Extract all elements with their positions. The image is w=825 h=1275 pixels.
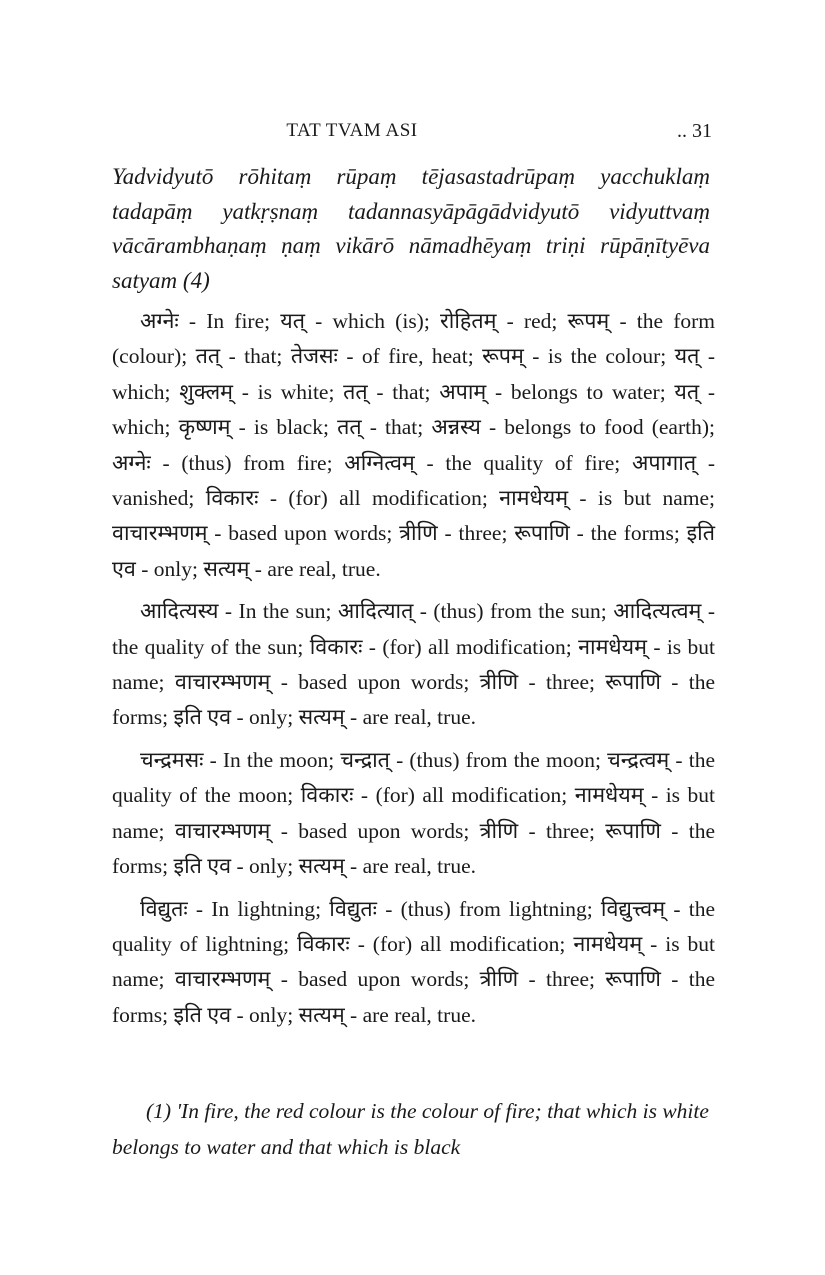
translation-note [112,1093,715,1165]
sanskrit-verse-transliteration: Yadvidyutō rōhitaṃ rūpaṃ tējasastadrūpaṃ yacchuklaṃ tadapāṃ yatkṛṣnaṃ tadannasyāpāgādvidyutō vidyuttvaṃ vācārambhaṇaṃ ṇaṃ vikārō nāmadhēyaṃ triṇi rūpāṇītyēva satyam (4) [112,164,710,293]
running-head [112,120,712,148]
glossary-paragraph-lightning: विद्युतः - In lightning; विद्युतः - (thus) from lightning; विद्युत्त्वम् - the quality of lightning; विकारः - (for) all modification; नामधेयम् - is but name; वाचारम्भणम् - based upon words; त्रीणि - three; रूपाणि - the forms; इति एव - only; सत्यम् - are real, true. [112,896,715,1027]
glossary-paragraph-fire: अग्नेः - In fire; यत् - which (is); रोहितम् - red; रूपम् - the form (colour); तत् - that; तेजसः - of fire, heat; रूपम् - is the colour; यत् - which; शुक्लम् - is white; तत् - that; अपाम् - belongs to water; यत् - which; कृष्णम् - is black; तत् - that; अन्नस्य - belongs to food (earth); अग्नेः - (thus) from fire; अग्नित्वम् - the quality of fire; अपागात् - vanished; विकारः - (for) all modification; नामधेयम् - is but name; वाचारम्भणम् - based upon words; त्रीणि - three; रूपाणि - the forms; इति एव - only; सत्यम् - are real, true. [112,309,715,581]
word-by-word-glossary [112,304,715,1040]
glossary-paragraph-sun: आदित्यस्य - In the sun; आदित्यात् - (thus) from the sun; आदित्यत्वम् - the quality of the sun; विकारः - (for) all modification; नामधेयम् - is but name; वाचारम्भणम् - based upon words; त्रीणि - three; रूपाणि - the forms; इति एव - only; सत्यम् - are real, true. [112,599,715,730]
chapter-title: TAT TVAM ASI [286,120,418,141]
page-number: .. 31 [677,120,712,142]
glossary-paragraph-moon: चन्द्रमसः - In the moon; चन्द्रात् - (thus) from the moon; चन्द्रत्वम् - the quality of the moon; विकारः - (for) all modification; नामधेयम् - is but name; वाचारम्भणम् - based upon words; त्रीणि - three; रूपाणि - the forms; इति एव - only; सत्यम् - are real, true. [112,747,715,879]
translation-note-text: (1) 'In fire, the red colour is the colour of fire; that which is white belongs to water and that which is black [112,1099,709,1159]
